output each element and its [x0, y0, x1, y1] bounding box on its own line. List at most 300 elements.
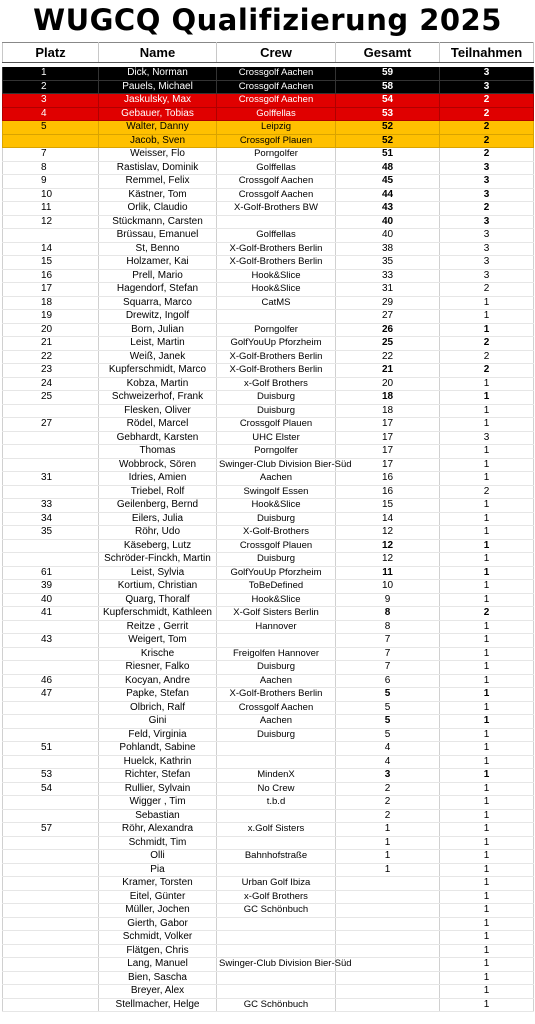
- cell-crew: Crossgolf Plauen: [217, 134, 336, 148]
- cell-name: Eilers, Julia: [99, 512, 217, 526]
- cell-name: Drewitz, Ingolf: [99, 310, 217, 324]
- cell-teilnahmen: 1: [440, 809, 534, 823]
- cell-teilnahmen: 1: [440, 782, 534, 796]
- table-row: [3, 715, 534, 729]
- cell-platz: [3, 647, 99, 661]
- cell-crew: Crossgolf Aachen: [217, 80, 336, 94]
- cell-gesamt: 48: [336, 161, 440, 175]
- cell-platz: 24: [3, 377, 99, 391]
- cell-platz: 27: [3, 418, 99, 432]
- cell-platz: 14: [3, 242, 99, 256]
- cell-name: Jaskulsky, Max: [99, 94, 217, 108]
- cell-teilnahmen: 3: [440, 161, 534, 175]
- cell-gesamt: 7: [336, 634, 440, 648]
- cell-name: Prell, Mario: [99, 269, 217, 283]
- table-row: [3, 674, 534, 688]
- cell-name: Gebauer, Tobias: [99, 107, 217, 121]
- cell-name: Richter, Stefan: [99, 769, 217, 783]
- cell-gesamt: 3: [336, 769, 440, 783]
- cell-teilnahmen: 1: [440, 647, 534, 661]
- cell-name: Geilenberg, Bernd: [99, 499, 217, 513]
- table-row: [3, 755, 534, 769]
- cell-platz: [3, 958, 99, 972]
- cell-teilnahmen: 3: [440, 175, 534, 189]
- cell-teilnahmen: 1: [440, 863, 534, 877]
- table-row: [3, 202, 534, 216]
- cell-platz: [3, 917, 99, 931]
- table-row: [3, 958, 534, 972]
- cell-gesamt: 4: [336, 742, 440, 756]
- cell-platz: 54: [3, 782, 99, 796]
- cell-crew: GolfYouUp Pforzheim: [217, 337, 336, 351]
- cell-crew: Golffellas: [217, 107, 336, 121]
- cell-teilnahmen: 2: [440, 94, 534, 108]
- table-row: [3, 917, 534, 931]
- cell-teilnahmen: 3: [440, 431, 534, 445]
- cell-name: Lang, Manuel: [99, 958, 217, 972]
- cell-name: Feld, Virginia: [99, 728, 217, 742]
- cell-crew: Urban Golf Ibiza: [217, 877, 336, 891]
- table-row: [3, 782, 534, 796]
- cell-teilnahmen: 1: [440, 296, 534, 310]
- cell-crew: X-Golf-Brothers Berlin: [217, 688, 336, 702]
- table-row: [3, 310, 534, 324]
- cell-teilnahmen: 1: [440, 823, 534, 837]
- cell-teilnahmen: 1: [440, 391, 534, 405]
- cell-platz: 4: [3, 107, 99, 121]
- table-row: [3, 148, 534, 162]
- header-crew[interactable]: Crew: [217, 43, 336, 63]
- cell-platz: 47: [3, 688, 99, 702]
- cell-name: Jacob, Sven: [99, 134, 217, 148]
- cell-platz: 10: [3, 188, 99, 202]
- header-name[interactable]: Name: [99, 43, 217, 63]
- table-row: [3, 593, 534, 607]
- cell-teilnahmen: 1: [440, 674, 534, 688]
- cell-teilnahmen: 2: [440, 364, 534, 378]
- cell-crew: X-Golf Sisters Berlin: [217, 607, 336, 621]
- cell-gesamt: 40: [336, 215, 440, 229]
- cell-name: Schmidt, Tim: [99, 836, 217, 850]
- cell-platz: [3, 701, 99, 715]
- cell-teilnahmen: 1: [440, 323, 534, 337]
- cell-teilnahmen: 2: [440, 202, 534, 216]
- table-row: [3, 877, 534, 891]
- cell-name: Papke, Stefan: [99, 688, 217, 702]
- table-row: [3, 364, 534, 378]
- table-row: [3, 350, 534, 364]
- cell-gesamt: 8: [336, 620, 440, 634]
- cell-name: Müller, Jochen: [99, 904, 217, 918]
- cell-gesamt: 1: [336, 863, 440, 877]
- cell-crew: Porngolfer: [217, 323, 336, 337]
- cell-name: Olli: [99, 850, 217, 864]
- cell-teilnahmen: 1: [440, 769, 534, 783]
- cell-platz: [3, 715, 99, 729]
- cell-crew: No Crew: [217, 782, 336, 796]
- cell-platz: 16: [3, 269, 99, 283]
- cell-crew: Leipzig: [217, 121, 336, 135]
- table-row: [3, 283, 534, 297]
- cell-gesamt: 21: [336, 364, 440, 378]
- cell-platz: 35: [3, 526, 99, 540]
- table-row: [3, 809, 534, 823]
- table-row: [3, 242, 534, 256]
- cell-gesamt: 26: [336, 323, 440, 337]
- cell-name: Röhr, Udo: [99, 526, 217, 540]
- cell-teilnahmen: 2: [440, 134, 534, 148]
- cell-teilnahmen: 1: [440, 593, 534, 607]
- table-row: [3, 472, 534, 486]
- cell-name: Kobza, Martin: [99, 377, 217, 391]
- cell-name: Wobbrock, Sören: [99, 458, 217, 472]
- cell-crew: X-Golf-Brothers Berlin: [217, 364, 336, 378]
- cell-platz: [3, 796, 99, 810]
- cell-gesamt: 6: [336, 674, 440, 688]
- cell-gesamt: 40: [336, 229, 440, 243]
- cell-platz: [3, 931, 99, 945]
- cell-gesamt: 8: [336, 607, 440, 621]
- cell-crew: [217, 917, 336, 931]
- cell-teilnahmen: 1: [440, 796, 534, 810]
- cell-gesamt: 18: [336, 404, 440, 418]
- cell-gesamt: [336, 998, 440, 1012]
- table-row: [3, 904, 534, 918]
- cell-teilnahmen: 1: [440, 634, 534, 648]
- cell-teilnahmen: 3: [440, 242, 534, 256]
- cell-name: Born, Julian: [99, 323, 217, 337]
- cell-platz: [3, 431, 99, 445]
- cell-crew: X-Golf-Brothers Berlin: [217, 256, 336, 270]
- table-row: [3, 728, 534, 742]
- cell-platz: 20: [3, 323, 99, 337]
- cell-name: Rullier, Sylvain: [99, 782, 217, 796]
- cell-gesamt: 45: [336, 175, 440, 189]
- cell-teilnahmen: 1: [440, 742, 534, 756]
- cell-crew: CatMS: [217, 296, 336, 310]
- cell-name: Kortium, Christian: [99, 580, 217, 594]
- cell-crew: [217, 310, 336, 324]
- table-row: [3, 377, 534, 391]
- table-row: [3, 337, 534, 351]
- table-body: [3, 63, 534, 1012]
- cell-teilnahmen: 1: [440, 890, 534, 904]
- cell-name: Rastislav, Dominik: [99, 161, 217, 175]
- cell-crew: Hook&Slice: [217, 499, 336, 513]
- cell-platz: 40: [3, 593, 99, 607]
- cell-name: Flesken, Oliver: [99, 404, 217, 418]
- cell-platz: [3, 485, 99, 499]
- table-row: [3, 634, 534, 648]
- cell-teilnahmen: 1: [440, 526, 534, 540]
- cell-teilnahmen: 1: [440, 661, 534, 675]
- cell-crew: Duisburg: [217, 728, 336, 742]
- header-platz[interactable]: Platz: [3, 43, 99, 63]
- cell-gesamt: 15: [336, 499, 440, 513]
- cell-teilnahmen: 1: [440, 998, 534, 1012]
- cell-gesamt: 17: [336, 445, 440, 459]
- cell-name: Kramer, Torsten: [99, 877, 217, 891]
- cell-platz: 3: [3, 94, 99, 108]
- cell-gesamt: 17: [336, 418, 440, 432]
- table-row: [3, 256, 534, 270]
- cell-teilnahmen: 2: [440, 148, 534, 162]
- cell-platz: 7: [3, 148, 99, 162]
- cell-crew: GolfYouUp Pforzheim: [217, 566, 336, 580]
- cell-gesamt: 20: [336, 377, 440, 391]
- cell-name: Weigert, Tom: [99, 634, 217, 648]
- cell-teilnahmen: 3: [440, 67, 534, 80]
- cell-platz: [3, 904, 99, 918]
- cell-crew: Duisburg: [217, 404, 336, 418]
- cell-name: Schweizerhof, Frank: [99, 391, 217, 405]
- cell-gesamt: 14: [336, 512, 440, 526]
- cell-teilnahmen: 2: [440, 283, 534, 297]
- cell-name: Stückmann, Carsten: [99, 215, 217, 229]
- cell-crew: Hook&Slice: [217, 283, 336, 297]
- table-row: [3, 445, 534, 459]
- cell-name: Pia: [99, 863, 217, 877]
- table-row: [3, 985, 534, 999]
- cell-platz: 46: [3, 674, 99, 688]
- cell-crew: Crossgolf Aachen: [217, 188, 336, 202]
- cell-teilnahmen: 1: [440, 850, 534, 864]
- cell-teilnahmen: 1: [440, 620, 534, 634]
- table-row: [3, 215, 534, 229]
- cell-crew: Crossgolf Plauen: [217, 418, 336, 432]
- cell-gesamt: 29: [336, 296, 440, 310]
- table-row: [3, 431, 534, 445]
- cell-platz: [3, 985, 99, 999]
- cell-platz: 41: [3, 607, 99, 621]
- cell-crew: [217, 985, 336, 999]
- cell-platz: [3, 229, 99, 243]
- cell-name: Idries, Amien: [99, 472, 217, 486]
- cell-name: Rödel, Marcel: [99, 418, 217, 432]
- cell-crew: [217, 742, 336, 756]
- cell-platz: [3, 809, 99, 823]
- cell-platz: [3, 134, 99, 148]
- cell-teilnahmen: 1: [440, 418, 534, 432]
- header-teilnahmen[interactable]: Teilnahmen: [440, 43, 534, 63]
- cell-crew: Duisburg: [217, 512, 336, 526]
- table-row: [3, 188, 534, 202]
- cell-name: Kocyan, Andre: [99, 674, 217, 688]
- table-row: [3, 850, 534, 864]
- cell-teilnahmen: 1: [440, 985, 534, 999]
- cell-platz: 15: [3, 256, 99, 270]
- cell-name: Leist, Martin: [99, 337, 217, 351]
- cell-teilnahmen: 1: [440, 904, 534, 918]
- cell-gesamt: 44: [336, 188, 440, 202]
- cell-gesamt: 1: [336, 823, 440, 837]
- cell-gesamt: 54: [336, 94, 440, 108]
- cell-crew: Duisburg: [217, 553, 336, 567]
- table-row: [3, 323, 534, 337]
- cell-gesamt: 35: [336, 256, 440, 270]
- table-row: [3, 418, 534, 432]
- cell-teilnahmen: 2: [440, 607, 534, 621]
- table-row: [3, 134, 534, 148]
- table-row: [3, 391, 534, 405]
- cell-platz: [3, 836, 99, 850]
- cell-gesamt: 5: [336, 728, 440, 742]
- cell-crew: MindenX: [217, 769, 336, 783]
- cell-teilnahmen: 2: [440, 350, 534, 364]
- cell-teilnahmen: 1: [440, 931, 534, 945]
- cell-crew: X-Golf-Brothers BW: [217, 202, 336, 216]
- table-row: [3, 269, 534, 283]
- table-row: [3, 107, 534, 121]
- cell-crew: Hannover: [217, 620, 336, 634]
- cell-name: Kupferschmidt, Marco: [99, 364, 217, 378]
- cell-crew: Freigolfen Hannover: [217, 647, 336, 661]
- table-row: [3, 526, 534, 540]
- cell-teilnahmen: 1: [440, 944, 534, 958]
- cell-teilnahmen: 2: [440, 337, 534, 351]
- table-row: [3, 553, 534, 567]
- table-row: [3, 161, 534, 175]
- cell-platz: 21: [3, 337, 99, 351]
- cell-platz: [3, 661, 99, 675]
- cell-name: Hagendorf, Stefan: [99, 283, 217, 297]
- cell-platz: [3, 863, 99, 877]
- cell-gesamt: 5: [336, 715, 440, 729]
- cell-gesamt: [336, 971, 440, 985]
- cell-name: Gini: [99, 715, 217, 729]
- cell-platz: [3, 877, 99, 891]
- cell-platz: 39: [3, 580, 99, 594]
- cell-crew: Swinger-Club Division Bier-Süd: [217, 958, 336, 972]
- cell-name: Olbrich, Ralf: [99, 701, 217, 715]
- cell-crew: x-Golf Brothers: [217, 890, 336, 904]
- cell-gesamt: 17: [336, 458, 440, 472]
- cell-platz: 22: [3, 350, 99, 364]
- cell-crew: Crossgolf Plauen: [217, 539, 336, 553]
- table-row: [3, 499, 534, 513]
- cell-name: Stellmacher, Helge: [99, 998, 217, 1012]
- header-gesamt[interactable]: Gesamt: [336, 43, 440, 63]
- cell-name: Pohlandt, Sabine: [99, 742, 217, 756]
- cell-teilnahmen: 1: [440, 958, 534, 972]
- cell-teilnahmen: 1: [440, 755, 534, 769]
- cell-platz: [3, 944, 99, 958]
- cell-crew: Swinger-Club Division Bier-Süd: [217, 458, 336, 472]
- cell-crew: [217, 755, 336, 769]
- table-row: [3, 971, 534, 985]
- cell-crew: Golffellas: [217, 229, 336, 243]
- cell-teilnahmen: 3: [440, 188, 534, 202]
- cell-gesamt: 1: [336, 850, 440, 864]
- cell-platz: [3, 971, 99, 985]
- cell-gesamt: [336, 917, 440, 931]
- cell-name: Brüssau, Emanuel: [99, 229, 217, 243]
- cell-teilnahmen: 2: [440, 107, 534, 121]
- cell-platz: 9: [3, 175, 99, 189]
- cell-platz: 11: [3, 202, 99, 216]
- cell-platz: [3, 445, 99, 459]
- cell-gesamt: 7: [336, 661, 440, 675]
- cell-teilnahmen: 1: [440, 377, 534, 391]
- cell-crew: Aachen: [217, 472, 336, 486]
- cell-name: Schmidt, Volker: [99, 931, 217, 945]
- cell-crew: Aachen: [217, 715, 336, 729]
- cell-gesamt: 5: [336, 688, 440, 702]
- table-row: [3, 742, 534, 756]
- cell-platz: 34: [3, 512, 99, 526]
- cell-name: Eitel, Günter: [99, 890, 217, 904]
- cell-platz: [3, 539, 99, 553]
- cell-gesamt: 12: [336, 553, 440, 567]
- cell-gesamt: 7: [336, 647, 440, 661]
- cell-gesamt: [336, 985, 440, 999]
- cell-gesamt: 16: [336, 472, 440, 486]
- cell-name: Riesner, Falko: [99, 661, 217, 675]
- cell-teilnahmen: 3: [440, 269, 534, 283]
- cell-name: Bien, Sascha: [99, 971, 217, 985]
- cell-gesamt: [336, 904, 440, 918]
- cell-name: Pauels, Michael: [99, 80, 217, 94]
- cell-name: Weisser, Flo: [99, 148, 217, 162]
- cell-gesamt: 52: [336, 134, 440, 148]
- cell-crew: Crossgolf Aachen: [217, 175, 336, 189]
- cell-name: Squarra, Marco: [99, 296, 217, 310]
- table-row: [3, 647, 534, 661]
- table-row: [3, 296, 534, 310]
- cell-gesamt: 53: [336, 107, 440, 121]
- cell-name: Gierth, Gabor: [99, 917, 217, 931]
- table-row: [3, 485, 534, 499]
- cell-platz: [3, 553, 99, 567]
- cell-name: Weiß, Janek: [99, 350, 217, 364]
- table-row: [3, 512, 534, 526]
- cell-name: Sebastian: [99, 809, 217, 823]
- cell-crew: Bahnhofstraße: [217, 850, 336, 864]
- cell-crew: [217, 836, 336, 850]
- cell-name: Dick, Norman: [99, 67, 217, 80]
- cell-teilnahmen: 1: [440, 917, 534, 931]
- table-row: [3, 580, 534, 594]
- cell-platz: 12: [3, 215, 99, 229]
- cell-gesamt: 1: [336, 836, 440, 850]
- table-row: [3, 80, 534, 94]
- cell-name: Reitze , Gerrit: [99, 620, 217, 634]
- cell-crew: GC Schönbuch: [217, 998, 336, 1012]
- cell-gesamt: 58: [336, 80, 440, 94]
- table-row: [3, 998, 534, 1012]
- table-row: [3, 539, 534, 553]
- table-row: [3, 661, 534, 675]
- cell-teilnahmen: 1: [440, 715, 534, 729]
- cell-platz: [3, 890, 99, 904]
- cell-gesamt: 12: [336, 539, 440, 553]
- cell-crew: [217, 931, 336, 945]
- table-row: [3, 94, 534, 108]
- table-row: [3, 890, 534, 904]
- cell-teilnahmen: 1: [440, 458, 534, 472]
- cell-teilnahmen: 1: [440, 445, 534, 459]
- cell-gesamt: [336, 931, 440, 945]
- cell-gesamt: 17: [336, 431, 440, 445]
- cell-gesamt: 51: [336, 148, 440, 162]
- cell-teilnahmen: 1: [440, 688, 534, 702]
- table-row: [3, 769, 534, 783]
- cell-teilnahmen: 1: [440, 566, 534, 580]
- cell-crew: x.Golf Sisters: [217, 823, 336, 837]
- cell-gesamt: 9: [336, 593, 440, 607]
- cell-gesamt: 12: [336, 526, 440, 540]
- cell-platz: 17: [3, 283, 99, 297]
